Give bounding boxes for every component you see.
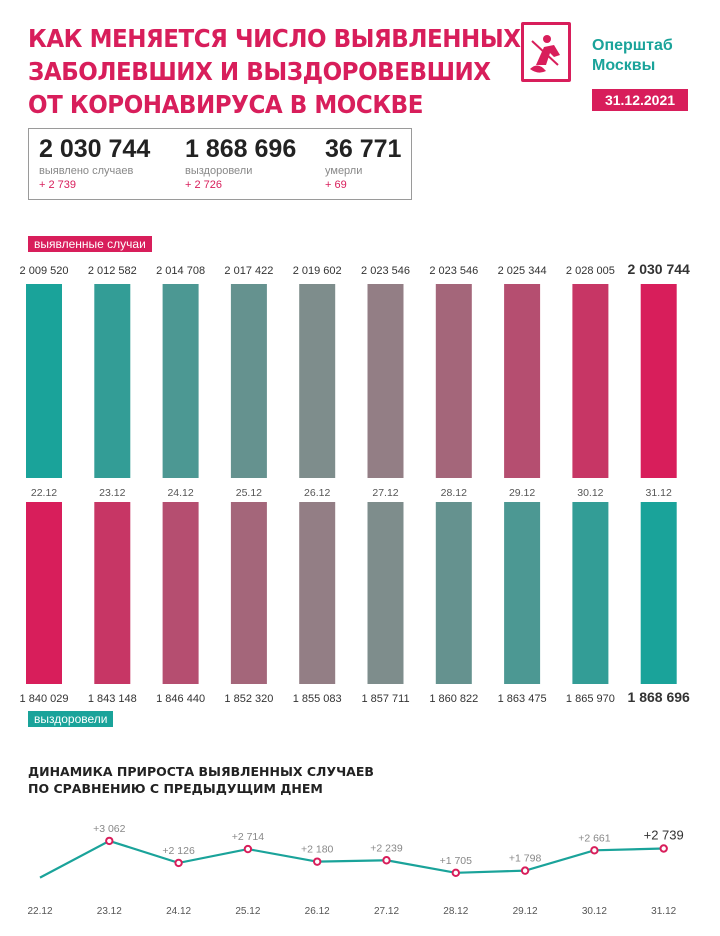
bar-recovered <box>299 502 335 684</box>
bar-date-label: 23.12 <box>99 487 126 499</box>
bar-cases <box>436 284 472 478</box>
bar-recovered <box>94 502 130 684</box>
line-date-label: 27.12 <box>373 906 400 917</box>
bar-value-label: 2 017 422 <box>224 265 274 277</box>
bar-value-label: 1 852 320 <box>224 693 274 705</box>
legend-recovered: выздоровели <box>28 711 113 727</box>
bar-date-label: 29.12 <box>508 487 536 499</box>
bar-recovered <box>368 502 404 684</box>
line-point <box>383 857 389 863</box>
line-value-label: +2 714 <box>231 831 265 844</box>
bar-date-label: 30.12 <box>577 487 604 499</box>
bar-cases <box>572 284 608 478</box>
bar-value-label: 1 868 696 <box>627 689 690 705</box>
bar-cases <box>504 284 540 478</box>
bar-value-label: 2 023 546 <box>361 265 410 277</box>
line-value-label: +3 062 <box>93 822 126 835</box>
bar-charts <box>0 250 720 720</box>
line-value-label: +2 239 <box>370 842 403 855</box>
line-value-label: +1 705 <box>439 854 473 867</box>
line-point <box>245 846 251 852</box>
legend-cases: выявленные случаи <box>28 236 152 252</box>
line-date-label: 30.12 <box>581 906 607 917</box>
line-value-label: +2 180 <box>300 843 334 856</box>
bar-value-label: 1 860 822 <box>429 693 479 705</box>
bar-value-label: 1 857 711 <box>361 693 410 705</box>
bar-value-label: 2 023 546 <box>429 265 479 277</box>
stats-box <box>28 128 412 200</box>
brand-name <box>592 36 673 76</box>
line-date-label: 23.12 <box>96 906 122 917</box>
bar-value-label: 1 863 475 <box>497 693 547 705</box>
bar-value-label: 2 012 582 <box>87 265 137 277</box>
line-value-label: +2 661 <box>578 832 611 845</box>
bar-cases <box>299 284 335 478</box>
bar-date-label: 28.12 <box>440 487 467 499</box>
bar-date-label: 26.12 <box>304 487 331 499</box>
bar-value-label: 1 846 440 <box>156 693 206 705</box>
bar-date-label: 25.12 <box>235 487 263 499</box>
bar-recovered <box>436 502 472 684</box>
line-point <box>591 847 597 853</box>
line-date-label: 26.12 <box>304 906 330 917</box>
bar-cases <box>26 284 62 478</box>
bar-cases <box>94 284 130 478</box>
line-chart-title-line: ДИНАМИКА ПРИРОСТА ВЫЯВЛЕННЫХ СЛУЧАЕВ <box>28 764 374 779</box>
line-point <box>106 838 112 844</box>
stat-change: + 2 726 <box>185 179 223 191</box>
line-date-label: 22.12 <box>27 906 53 917</box>
bar-value-label: 1 843 148 <box>87 693 137 705</box>
bar-recovered <box>504 502 540 684</box>
bar-date-label: 22.12 <box>30 487 58 499</box>
stat-change: + 2 739 <box>39 179 77 191</box>
line-series <box>40 841 664 878</box>
line-date-label: 25.12 <box>235 906 261 917</box>
bar-cases <box>163 284 199 478</box>
title-line: КАК МЕНЯЕТСЯ ЧИСЛО ВЫЯВЛЕННЫХ <box>28 24 521 53</box>
line-point <box>314 858 320 864</box>
brand-line: Москвы <box>592 57 656 74</box>
bar-value-label: 2 009 520 <box>19 265 69 277</box>
stat-label: умерли <box>325 165 363 177</box>
bar-recovered <box>641 502 677 684</box>
bar-value-label: 2 028 005 <box>565 265 615 277</box>
bar-cases <box>641 284 677 478</box>
bar-recovered <box>572 502 608 684</box>
line-chart-title-line: ПО СРАВНЕНИЮ С ПРЕДЫДУЩИМ ДНЕМ <box>28 781 323 796</box>
title-line: ЗАБОЛЕВШИХ И ВЫЗДОРОВЕВШИХ <box>28 57 491 86</box>
line-chart <box>0 810 720 930</box>
moscow-coat-of-arms-icon <box>521 22 571 82</box>
stat-value: 1 868 696 <box>185 135 297 163</box>
line-date-label: 29.12 <box>512 906 538 917</box>
bar-date-label: 24.12 <box>167 487 194 499</box>
line-point <box>175 860 181 866</box>
bar-recovered <box>163 502 199 684</box>
line-date-label: 24.12 <box>166 906 192 917</box>
bar-value-label: 2 014 708 <box>156 265 206 277</box>
line-point <box>453 870 459 876</box>
brand-line: Оперштаб <box>592 37 673 54</box>
bar-date-label: 27.12 <box>372 487 399 499</box>
stat-label: выявлено случаев <box>39 165 134 177</box>
bar-date-label: 31.12 <box>645 487 672 499</box>
stat-cases <box>39 135 150 191</box>
line-point <box>661 845 667 851</box>
stat-deaths <box>325 135 401 191</box>
bar-value-label: 1 865 970 <box>565 693 615 705</box>
bar-cases <box>231 284 267 478</box>
bar-value-label: 2 030 744 <box>627 261 690 277</box>
line-date-label: 31.12 <box>651 906 677 917</box>
line-value-label: +2 126 <box>162 844 195 857</box>
bar-recovered <box>26 502 62 684</box>
stat-label: выздоровели <box>185 165 253 177</box>
bar-value-label: 2 019 602 <box>292 265 342 277</box>
line-value-label: +2 739 <box>643 827 684 843</box>
line-date-label: 28.12 <box>443 906 469 917</box>
date-badge: 31.12.2021 <box>592 89 688 111</box>
stat-value: 36 771 <box>325 135 402 163</box>
stat-recovered <box>185 135 296 191</box>
line-value-label: +1 798 <box>508 852 542 865</box>
bar-value-label: 2 025 344 <box>497 265 547 277</box>
page-title <box>28 22 521 121</box>
stat-value: 2 030 744 <box>39 135 151 163</box>
line-point <box>522 867 528 873</box>
bar-cases <box>368 284 404 478</box>
line-chart-title <box>28 763 374 797</box>
stat-change: + 69 <box>325 179 347 191</box>
bar-recovered <box>231 502 267 684</box>
title-line: ОТ КОРОНАВИРУСА В МОСКВЕ <box>28 90 423 119</box>
bar-value-label: 1 855 083 <box>292 693 342 705</box>
bar-value-label: 1 840 029 <box>19 693 69 705</box>
